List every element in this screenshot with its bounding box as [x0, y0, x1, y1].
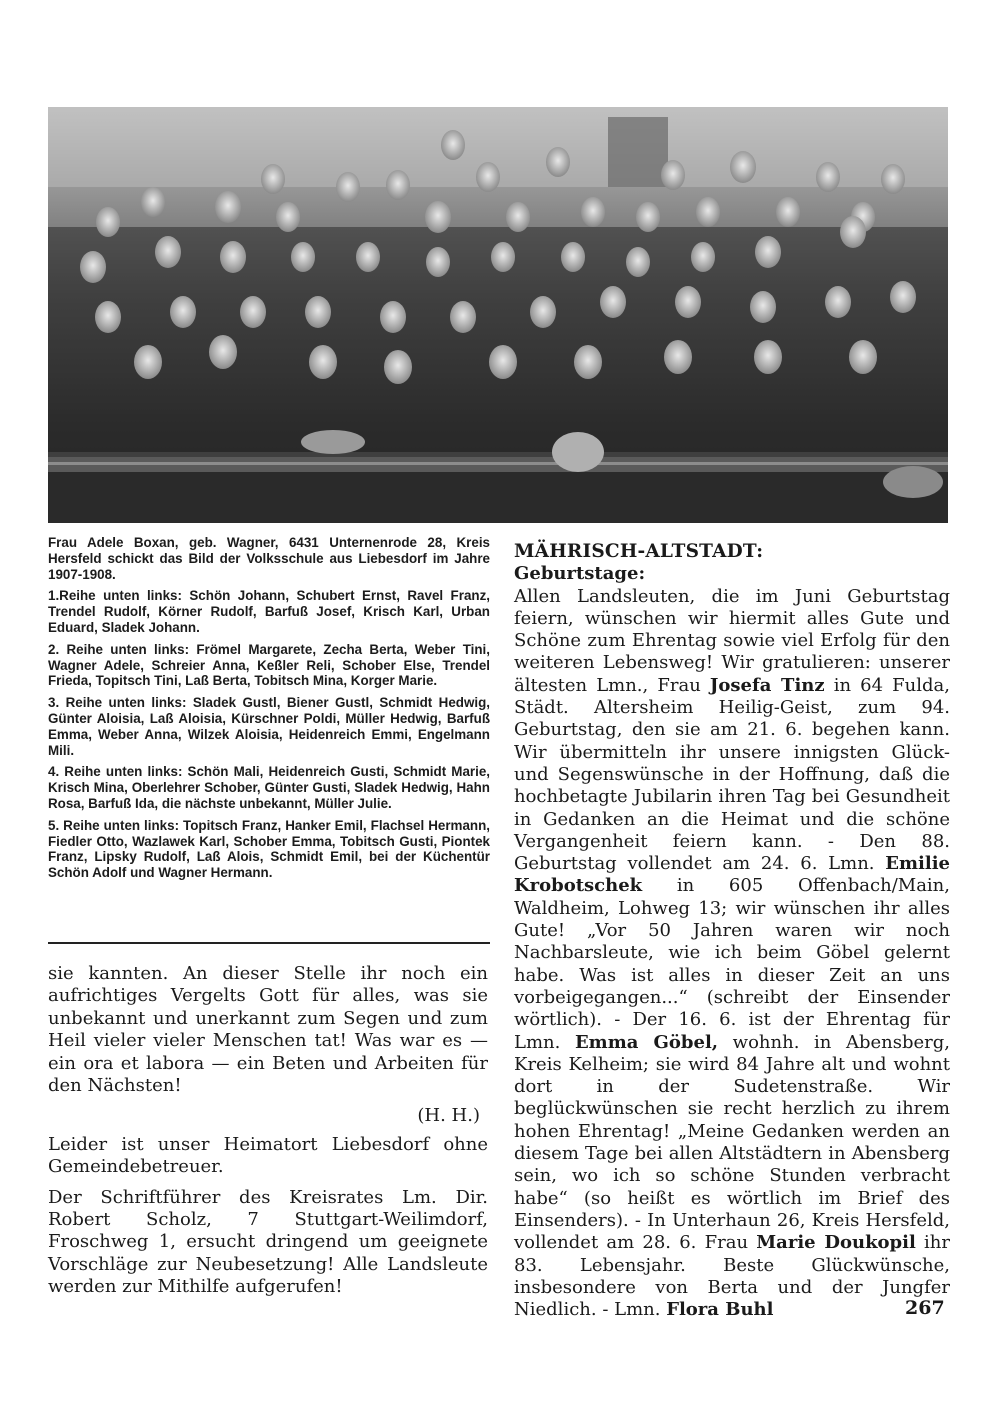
text-segment: in 605 Offenbach/Main, Waldheim, Lohweg 13; wir wünschen ihr alles Gute! „Vor 50 Jahren waren wir noch Nachbarsleute, wie ich beim Göbel gelernt habe. Was ist alles in dieser Zeit an uns vorbeigegangen...“ (schreibt der Einsender wörtlich). - Der 16. 6. ist der Ehrentag für Lmn. [514, 875, 950, 1053]
right-column-text [514, 541, 950, 1321]
caption-row-3: 3. Reihe unten links: Sladek Gustl, Biener Gustl, Schmidt Hedwig, Günter Aloisia, Laß Aloisia, Kürschner Poldi, Müller Hedwig, Barfuß Emma, Weber Anna, Wilzek Aloisia, Heidenreich Emmi, Engelmann Mili. [48, 695, 490, 758]
page-number: 267 [905, 1297, 945, 1319]
section-title: MÄHRISCH-ALTSTADT: [514, 541, 764, 562]
person-name: Emma Göbel, [574, 1031, 719, 1053]
caption-row-4: 4. Reihe unten links: Schön Mali, Heidenreich Gusti, Schmidt Marie, Krisch Mina, Oberlehrer Schober, Günter Gusti, Sladek Hedwig, Hahn Rosa, Barfuß Ida, die nächste unbekannt, Müller Julie. [48, 764, 490, 811]
text-segment: ihr 83. Lebensjahr. Beste Glückwünsche, insbesondere von Berta und der Jungfer Niedlich. - Lmn. [514, 1232, 950, 1321]
signature: (H. H.) [417, 1105, 480, 1127]
birthday-paragraph [514, 586, 950, 1322]
left-paragraph-3: Der Schriftführer des Kreisrates Lm. Dir. Robert Scholz, 7 Stuttgart-Weilimdorf, Froschweg 1, ersucht dringend um geeignete Vorschläge zur Neubesetzung! Alle Landsleute werden zur Mithilfe aufgerufen! [48, 1186, 488, 1298]
person-name: Flora Buhl [666, 1299, 774, 1321]
photo-caption [48, 535, 490, 887]
person-name: Josefa Tinz [709, 674, 825, 696]
text-segment: Allen Landsleuten, die im Juni Geburtstag feiern, wünschen wir hiermit alles Gute und Schöne zum Ehrentag sowie viel Erfolg für den weiteren Lebensweg! Wir gratulieren: unserer ältesten Lmn., Frau [514, 585, 950, 696]
sub-title: Geburtstage: [514, 563, 646, 585]
left-paragraph-1: sie kannten. An dieser Stelle ihr noch ein aufrichtiges Vergelts Gott für alles, was sie unbekannt und unerkannt zum Segen und zum Heil vieler vieler Menschen tat! Was war es — ein ora et labora — ein Beten und Arbeiten für den Nächsten! [48, 963, 488, 1097]
class-photograph [48, 107, 948, 523]
left-paragraph-2: Leider ist unser Heimatort Liebesdorf ohne Gemeindebetreuer. [48, 1133, 488, 1178]
caption-row-2: 2. Reihe unten links: Frömel Margarete, Zecha Berta, Weber Tini, Wagner Adele, Schreier Anna, Keßler Reli, Schober Else, Trendel Frieda, Topitsch Tini, Laß Berta, Tobitsch Mina, Korger Marie. [48, 641, 490, 689]
caption-intro: Frau Adele Boxan, geb. Wagner, 6431 Unternenrode 28, Kreis Hersfeld schickt das Bild der Volksschule aus Liebesdorf im Jahre 1907-1908. [48, 535, 490, 582]
person-name: Marie Doukopil [756, 1232, 916, 1254]
caption-row-1: 1.Reihe unten links: Schön Johann, Schubert Ernst, Ravel Franz, Trendel Rudolf, Körner Rudolf, Barfuß Josef, Krisch Karl, Urban Eduard, Sladek Johann. [48, 588, 490, 635]
person-name: Emilie Krobotschek [514, 853, 950, 897]
text-segment: in 64 Fulda, Städt. Altersheim Heilig-Geist, zum 94. Geburtstag, den sie am 21. 6. begehen kann. Wir übermitteln ihr unsere innigsten Glück- und Segenswünsche in der Hoffnung, daß die hochbetagte Jubilarin ihren Tag bei Gesundheit in Gedanken an die Heimat und die schöne Vergangenheit feiern kann. - Den 88. Geburtstag vollendet am 24. 6. Lmn. [514, 674, 951, 875]
divider-line [48, 942, 490, 944]
left-column-text [48, 963, 488, 1307]
text-segment: wohnh. in Abensberg, Kreis Kelheim; sie wird 84 Jahre alt und wohnt dort in der Sudetenstraße. Wir beglückwünschen sie recht herzlich zu ihrem hohen Ehrentag! „Meine Gedanken werden an diesem Tage bei allen Altstädtern in Abensberg sein, wo ich so schöne Stunden verbracht habe“ (so heißt es wörtlich im Brief des Einsenders). - In Unterhaun 26, Kreis Hersfeld, vollendet am 28. 6. Frau [514, 1031, 950, 1254]
class-photo-illustration [48, 107, 948, 523]
caption-row-5: 5. Reihe unten links: Topitsch Franz, Hanker Emil, Flachsel Hermann, Fiedler Otto, Wazlawek Karl, Schober Emma, Tobitsch Gusti, Piontek Franz, Lipsky Rudolf, Laß Alois, Schmidt Emil, bei der Küchentür Schön Adolf und Wagner Hermann. [48, 817, 490, 881]
